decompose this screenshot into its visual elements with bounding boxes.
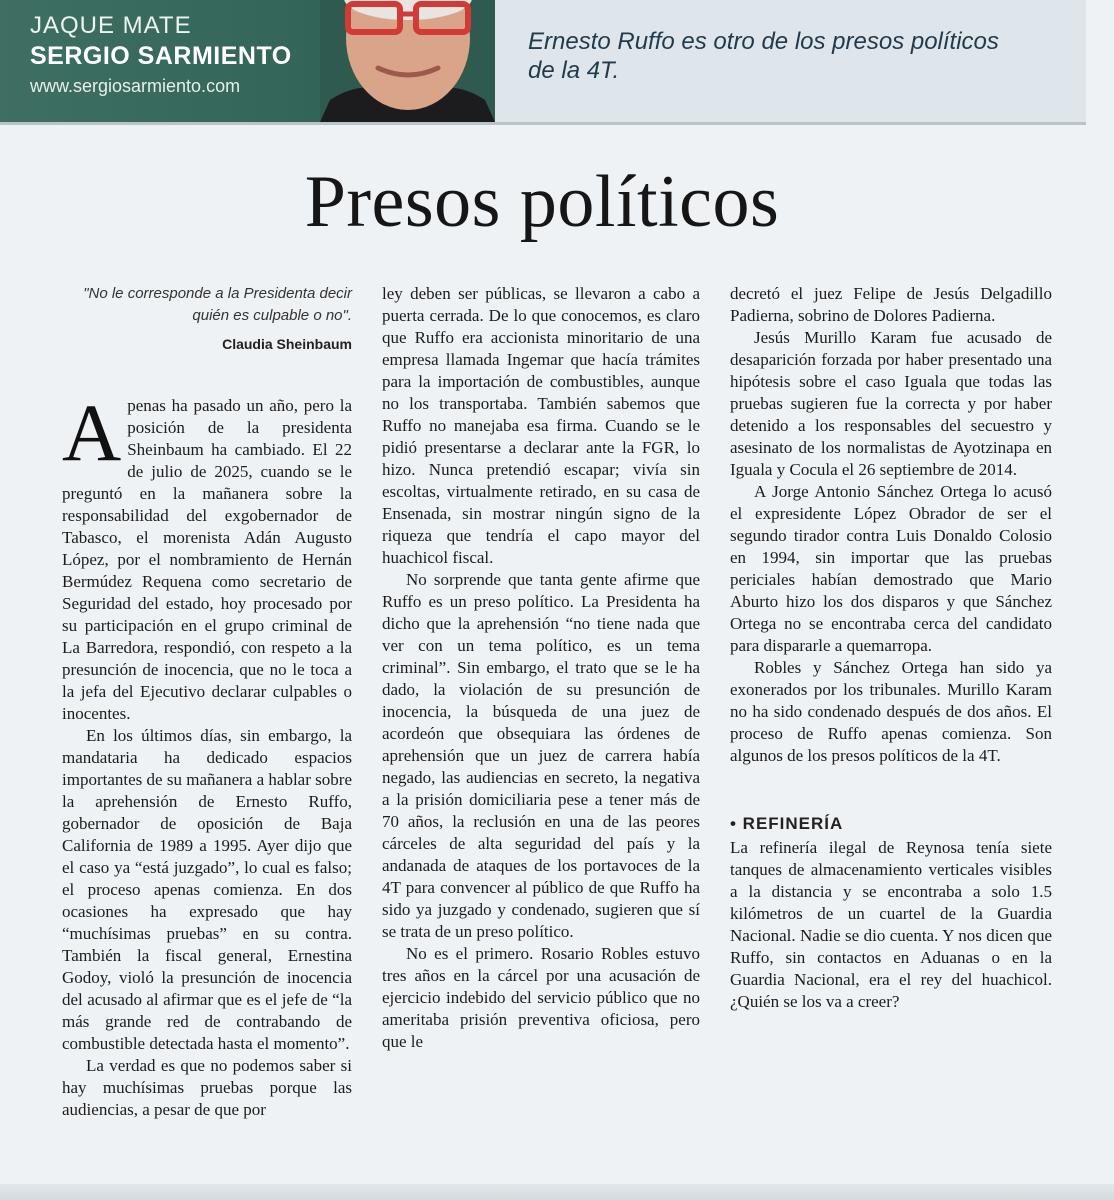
paragraph: Jesús Murillo Karam fue acusado de desaparición forzada por haber presentado una hipótesis sobre el caso Iguala que todas las pruebas sugieren fue la correcta y por haber detenido a los responsables del secuestro y asesinato de los normalistas de Ayotzinapa en Iguala y Cocula el 26 septiembre de 2014. — [730, 328, 1052, 479]
column-header — [0, 0, 1086, 125]
paragraph: decretó el juez Felipe de Jesús Delgadillo Padierna, sobrino de Dolores Padierna. — [730, 284, 1052, 325]
column-teaser: Ernesto Ruffo es otro de los presos políticos de la 4T. — [528, 28, 999, 84]
paragraph: En los últimos días, sin embargo, la mandataria ha dedicado espacios importantes de su mañanera a hablar sobre la aprehensión de Ernesto Ruffo, gobernador de oposición de Baja California de 1989 a 1995. Ayer dijo que el caso ya “está juzgado”, lo cual es falso; el proceso apenas comienza. En dos ocasiones ha expresado que hay “muchísimas pruebas” en su contra. También la fiscal general, Ernestina Godoy, violó la presunción de inocencia del acusado al afirmar que es el jefe de “la más grande red de contrabando de combustible detectada hasta el momento”. — [62, 726, 352, 1053]
page-footer-strip — [0, 1184, 1114, 1200]
paragraph: ley deben ser públicas, se llevaron a cabo a puerta cerrada. De lo que conocemos, es claro que Ruffo era accionista minoritario de una empresa llamada Ingemar que hacía trámites para la importación de combustibles, aunque no los transportaba. También sabemos que Ruffo no manejaba esa firma. Cuando se le pidió presentarse a declarar ante la FGR, lo hizo. Nunca pretendió escapar; vivía sin escoltas, virtualmente retirado, en su casa de Ensenada, sin mostrar ningún signo de la riqueza que tendría el capo mayor del huachicol fiscal. — [382, 284, 700, 567]
headline: Presos políticos — [304, 161, 780, 243]
drop-cap: A — [62, 387, 122, 478]
epigraph-author: Claudia Sheinbaum — [222, 336, 352, 352]
paragraph: A Jorge Antonio Sánchez Ortega lo acusó el expresidente López Obrador de ser el segundo tirador contra Luis Donaldo Colosio en 1994, sin importar que las pruebas periciales habían demostrado que Mario Aburto hizo los dos disparos y que Sánchez Ortega no se encontraba cerca del candidato para dispararle a quemarropa. — [730, 482, 1052, 655]
column-name: JAQUE MATE — [30, 12, 192, 39]
section-subhead: • REFINERÍA — [730, 814, 844, 833]
author-website: www.sergiosarmiento.com — [30, 76, 241, 96]
article-column-3 — [730, 283, 1052, 1013]
author-name: SERGIO SARMIENTO — [30, 42, 292, 70]
paragraph: No sorprende que tanta gente afirme que Ruffo es un preso político. La Presidenta ha dicho que la aprehensión “no tiene nada que ver con un tema político, es un tema criminal”. Sin embargo, el trato que se le ha dado, la violación de su presunción de inocencia, la búsqueda de una juez de acordeón que obsequiara las órdenes de aprehensión que un juez de carrera había negado, las audiencias en secreto, la negativa a la prisión domiciliaria pese a tener más de 70 años, la reclusión en una de las peores cárceles de alta seguridad del país y la andanada de ataques de los portavoces de la 4T para convencer al público de que Ruffo ha sido ya juzgado y condenado, sugieren que sí se trata de un preso político. — [382, 570, 700, 941]
paragraph: La verdad es que no podemos saber si hay muchísimas pruebas porque las audiencias, a pesar de que por — [62, 1056, 352, 1119]
article-column-1 — [62, 283, 352, 1121]
epigraph-quote: "No le corresponde a la Presidenta decir quién es culpable o no". — [83, 285, 352, 324]
paragraph: No es el primero. Rosario Robles estuvo tres años en la cárcel por una acusación de ejercicio indebido del servicio público que no ameritaba prisión preventiva oficiosa, pero que le — [382, 944, 700, 1051]
column-brand — [0, 0, 495, 122]
paragraph: penas ha pasado un año, pero la posición de la presidenta Sheinbaum ha cambiado. El 22 de julio de 2025, cuando se le preguntó en la mañanera sobre la responsabilidad del exgobernador de Tabasco, el morenista Adán Augusto López, por el nombramiento de Hernán Bermúdez Requena como secretario de Seguridad del estado, hoy procesado por su participación en el grupo criminal de La Barredora, respondió, con respeto a la presunción de inocencia, que no le toca a la jefa del Ejecutivo declarar culpables o inocentes. — [62, 396, 352, 723]
article-column-2 — [382, 283, 700, 1053]
paragraph: La refinería ilegal de Reynosa tenía siete tanques de almacenamiento verticales visibles a la distancia y se encontraba a solo 1.5 kilómetros de un cuartel de la Guardia Nacional. Nadie se dio cuenta. Y nos dicen que Ruffo, sin contactos en Aduanas o en la Guardia Nacional, era el rey del huachicol. ¿Quién se los va a creer? — [730, 838, 1052, 1011]
paragraph: Robles y Sánchez Ortega han sido ya exonerados por los tribunales. Murillo Karam no ha sido condenado después de dos años. El proceso de Ruffo apenas comienza. Son algunos de los presos políticos de la 4T. — [730, 658, 1052, 765]
author-photo — [320, 0, 495, 122]
